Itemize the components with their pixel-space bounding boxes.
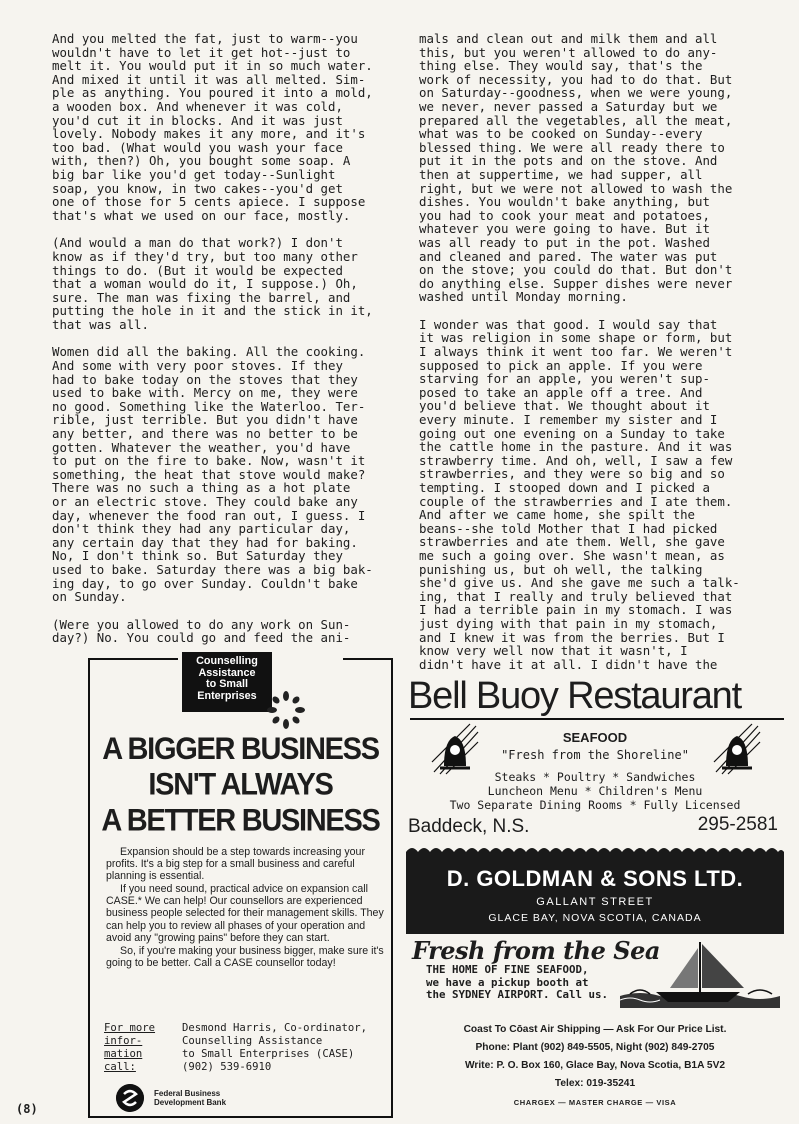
article-paragraph: (And would a man do that work?) I don't know as if they'd try, but too many other things to do. (But it would be expected that a woman would do it, I suppose.) Oh, sure. The man was fixing the barrel, and putting the hole in it and the stick in it, that was all. [52,235,373,332]
case-label-line: Assistance [198,666,256,679]
menu-line: Steaks * Poultry * Sandwiches [494,770,696,784]
bank-logo-icon [116,1084,144,1112]
case-body-paragraph: Expansion should be a step towards increasing your profits. It's a big step for a small business and careful planning is essential. [106,846,365,883]
more-info-line: infor- [104,1035,143,1047]
contact-line: to Small Enterprises (CASE) [182,1048,355,1060]
accepted-cards: CHARGEX — MASTER CHARGE — VISA [513,1098,677,1107]
fishing-boat-icon [620,934,780,1008]
page-number: (8) [16,1102,38,1116]
restaurant-menu [406,770,784,812]
case-headline-line: ISN'T ALWAYS [148,767,333,803]
more-info-line: call: [104,1061,136,1073]
more-info-line: mation [104,1048,143,1060]
bank-name-line: Development Bank [154,1098,227,1107]
contact-line: Counselling Assistance [182,1035,323,1047]
article-paragraph: And you melted the fat, just to warm--you wouldn't have to let it get hot--just to melt it. You would put it in so much water. And mixed it until it was all melted. Sim- ple as anything. You poured it into a mold, a wooden box. And whenever it was cold, you'd cut it in blocks. And it was just lovely. Nobody makes it any more, and it's too bad. (What would you wash your face with, then?) Oh, you bought some soap. A big bar like you'd get today--Sunlight soap, you know, in two cakes--you'd get one of those for 5 cents apiece. I suppose that's what we used on our face, mostly. [52,31,373,223]
phone-line: Phone: Plant (902) 849-5505, Night (902) 849-2705 [475,1042,715,1053]
restaurant-town: Baddeck, N.S. [408,816,530,837]
case-headline-line: A BIGGER BUSINESS [102,732,379,767]
company-street: GALLANT STREET [536,896,654,908]
case-headline-line: A BETTER BUSINESS [101,803,380,838]
divider [410,718,784,720]
case-headline [90,732,391,839]
bank-name-line: Federal Business [154,1089,221,1098]
company-name: D. GOLDMAN & SONS LTD. [446,866,744,891]
starburst-icon [266,690,306,730]
goldman-advertisement [406,842,784,1112]
article-paragraph: I wonder was that good. I would say that it was religion in some shape or form, but I always think it went too far. We weren't supposed to pick an apple. If you were starving for an apple, you weren't sup- posed to take an apple off a tree. And you'd believe that. We thought about it every minute. I remember my sister and I going out one evening on a Sunday to take the cattle home in the pasture. And it was strawberry time. And oh, well, I saw a few strawberries, and they were so big and so tempting. I stooped down and I picked a couple of the strawberries and I ate them. And after we came home, she spilt the beans--she told Mother that I had picked strawberries and ate them. Well, she gave me such a going over. She wasn't mean, as punishing us, but oh well, the talking she'd give us. And she gave me such a talk- ing, that I really and truly believed that I had a terrible pain in my stomach. I was just dying with that pain in my stomach, and I knew it was from the berries. But I know very well now that it wasn't, I didn't have it at all. I didn't have the [419,316,740,672]
bank-signature [116,1084,316,1112]
contact-line: Desmond Harris, Co-ordinator, [182,1022,367,1034]
article-paragraph: (Were you allowed to do any work on Sun- day?) No. You could go and feed the ani- [52,616,351,646]
restaurant-phone: 295-2581 [697,814,778,835]
more-info-label [104,1022,164,1074]
case-advertisement [88,655,393,1118]
goldman-home-text [426,964,636,1002]
restaurant-name: Bell Buoy Restaurant [408,675,741,717]
case-label-line: Enterprises [197,689,257,702]
home-line: we have a pickup booth at [426,975,589,989]
contact-phone: (902) 539-6910 [182,1061,272,1073]
menu-line: Luncheon Menu * Children's Menu [487,784,703,798]
case-label-box [182,652,272,712]
case-label-line: Counselling [196,655,258,667]
case-label-line: to Small [206,678,248,690]
bank-name [154,1089,226,1107]
mailing-address: Write: P. O. Box 160, Glace Bay, Nova Scotia, B1A 5V2 [464,1060,726,1071]
more-info-line: For more [104,1022,156,1034]
shipping-line: Coast To Cōast Air Shipping — Ask For Our Price List. [463,1024,727,1035]
goldman-banner [406,854,784,934]
fresh-slogan: Fresh from the Sea [412,936,660,965]
case-body-paragraph: If you need sound, practical advice on expansion call CASE.* We can help! Our counsellors are experienced business people selected for their management skills. They can help you to review all phases of your operation and avoid any "growing pains" before they can start. [106,883,384,944]
article-paragraph: mals and clean out and milk them and all this, but you weren't allowed to do any- thing else. They would say, that's the work of necessity, you had to do that. But on Saturday--goodness, when we were young, we never, never passed a Saturday but we prepared all the vegetables, all the meat, what was to be cooked on Sunday--every blessed thing. We were all ready there to put it in the pots and on the stove. And then at suppertime, we had supper, all right, but we were not allowed to wash the dishes. You wouldn't bake anything, but you had to cook your meat and potatoes, whatever you were going to have. But it was all ready to put in the pot. Washed and cleaned and pared. The water was put on the stove; you could do that. But don't do anything else. Supper dishes were never washed until Monday morning. [419,31,733,305]
restaurant-tagline: "Fresh from the Shoreline" [501,748,689,762]
telex-line: Telex: 019-35241 [554,1078,636,1089]
bell-buoy-advertisement [406,674,784,838]
restaurant-category: SEAFOOD [562,730,628,745]
company-city: GLACE BAY, NOVA SCOTIA, CANADA [488,912,702,924]
article-column-right [419,32,769,685]
article-paragraph: Women did all the baking. All the cooking. And some with very poor stoves. If they had to bake today on the stoves that they used to bake with. Mercy on me, they were no good. Something like the Waterloo. Ter- rible, just terrible. But you didn't have any better, and there was no better to be gotten. Whatever the weather, you'd have to put on the fire to bake. Now, wasn't it something, the heat that stove would make? There was no such a thing as a hot plate or an electric stove. They could bake any day, whenever the food ran out, I guess. I don't think they had any particular day, any certain day that they had for baking. No, I don't think so. But Saturday they used to bake. Saturday there was a big bak- ing day, to go over Sunday. Couldn't bake on Sunday. [52,344,373,605]
menu-line: Two Separate Dining Rooms * Fully Licensed [449,798,741,812]
contact-address [182,1022,392,1074]
home-line: THE HOME OF FINE SEAFOOD, [426,963,589,976]
home-line: the SYDNEY AIRPORT. Call us. [426,988,609,1002]
case-body-text [106,846,384,970]
case-body-paragraph: So, if you're making your business bigger, make sure it's going to be better. Call a CASE counsellor today! [106,944,384,969]
article-column-left [52,32,396,659]
